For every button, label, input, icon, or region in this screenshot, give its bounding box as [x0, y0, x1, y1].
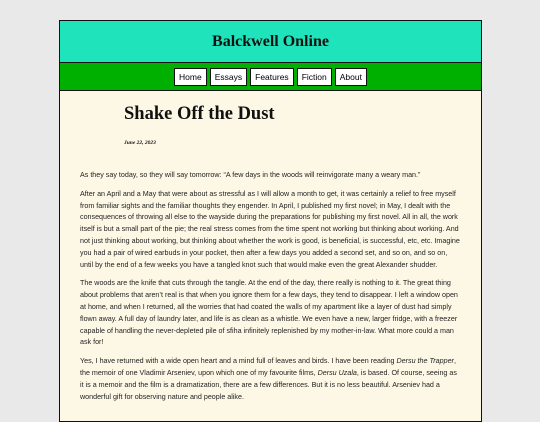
post-paragraph-3: The woods are the knife that cuts through the tangle. At the end of the day, there really is nothing to it. The great thing about problems that aren’t real is that when you ignore them for a few days, they tend to disappear. I left a window open at home, and when I returned, all the worries that had coated the walls of my apartment like a layer of dust had simply flown away. A full day of laundry later, and life is as clean as a whistle. We even have a new, larger fridge, with a freezer capable of handling the never-depleted pile of sfiha infinitely replenished by my mother-in-law. What more could a man ask for! — [80, 279, 458, 347]
nav-features-link[interactable]: Features — [250, 68, 294, 86]
post-paragraph-4 — [80, 356, 461, 403]
site-title[interactable]: Balckwell Online — [212, 32, 329, 50]
nav-bar — [60, 63, 481, 91]
nav-home-link[interactable]: Home — [174, 68, 207, 86]
post-content — [60, 91, 481, 403]
post-paragraph-4-text-a: Yes, I have returned with a wide open heart and a mind full of leaves and birds. I have been reading — [80, 357, 397, 366]
post-title: Shake Off the Dust — [124, 104, 275, 124]
post-paragraph-4-text-c: , is based. Of course, seeing as it is a memoir and the film is a dramatization, there are a few differences. But it is no less beautiful. Arseniev had a wonderful gift for observing nature and people alike. — [80, 368, 457, 401]
page-container — [59, 20, 482, 422]
nav-essays-link[interactable]: Essays — [210, 68, 247, 86]
post-date: June 22, 2023 — [124, 140, 156, 146]
post-paragraph-4-film-title: Dersu Uzala — [317, 368, 357, 377]
site-header — [60, 21, 481, 63]
post-paragraph-4-book-title: Dersu the Trapper — [396, 357, 454, 366]
nav-about-link[interactable]: About — [335, 68, 367, 86]
post-paragraph-4-text-b: , the memoir of one Vladimir Arseniev, upon which one of my favourite films, — [80, 357, 456, 377]
post-paragraph-1: As they say today, so they will say tomorrow: “A few days in the woods will reinvigorate many a weary man.” — [80, 171, 421, 179]
post-paragraph-2: After an April and a May that were about as stressful as I will allow a month to get, it was certainly a relief to free myself from familiar sights and the familiar thoughts they engender. In April, I published my first novel; in May, I dealt with the consequences of throwing all else to the wayside during the preparations for publishing my first novel. All in all, the work itself is but a small part of the pie; the real stress comes from the time spent not working but thinking about working. And not just thinking about working, but thinking about whether the work is good, is beneficial, is successful, etc, etc. Imagine you had a pair of wired earbuds in your pocket, then after a few days you added a second set, and so on, and so on, until by the end of a few weeks you have a tangled knot such that would make even the great Alexander shudder. — [80, 189, 460, 269]
nav-fiction-link[interactable]: Fiction — [297, 68, 332, 86]
